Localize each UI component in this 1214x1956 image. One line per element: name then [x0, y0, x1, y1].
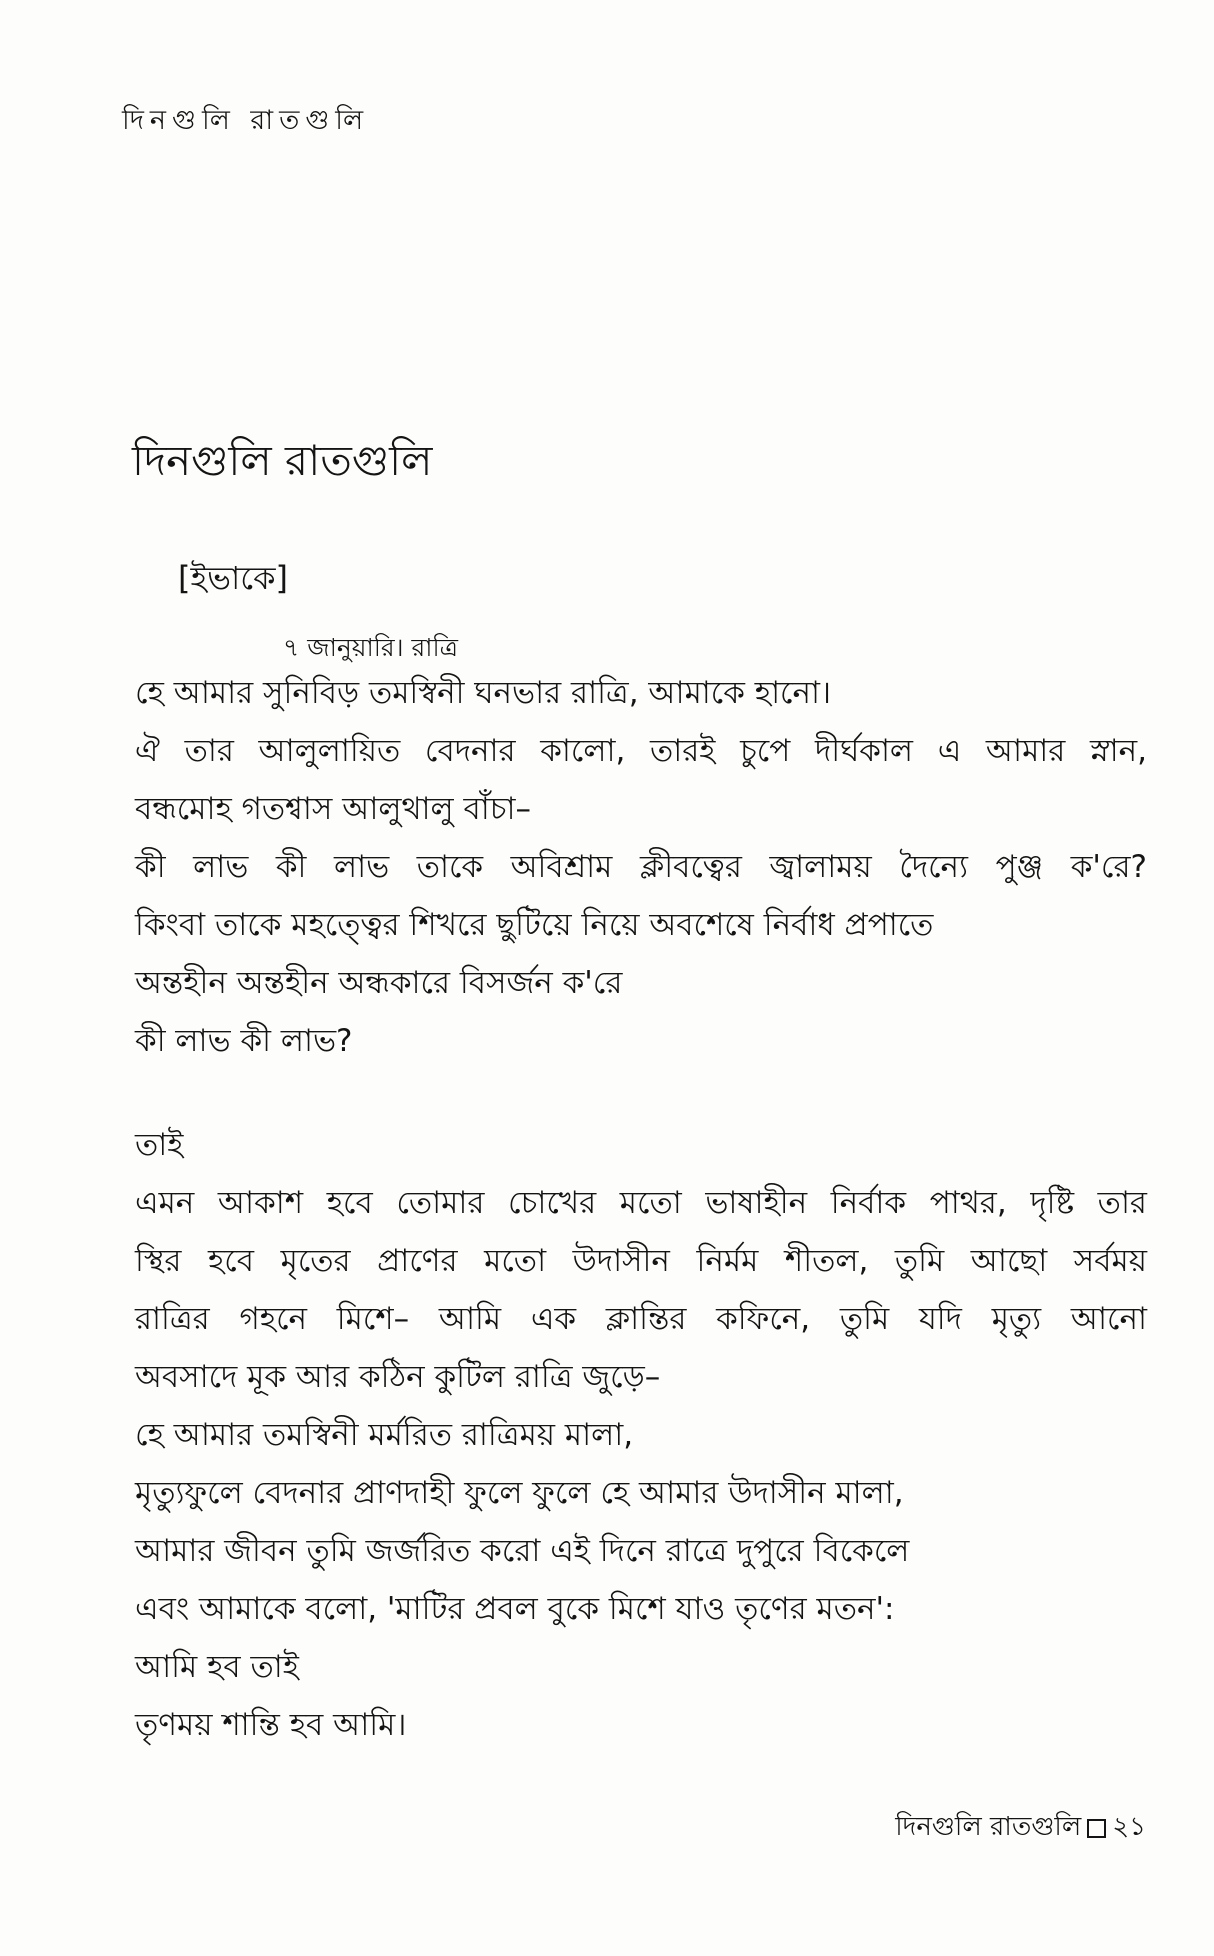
poem-line: কিংবা তাকে মহত্ত্বের শিখরে ছুটিয়ে নিয়ে অবশেষে নির্বাধ প্রপাতে — [135, 907, 934, 943]
footer-book-title: দিনগুলি রাতগুলি — [895, 1812, 1082, 1842]
poem-line: কী লাভ কী লাভ? — [135, 1023, 353, 1059]
poem-line: কী লাভ কী লাভ তাকে অবিশ্রাম ক্লীবত্বের জ্বালাময় দৈন্যে পুঞ্জ ক'রে? — [135, 849, 1147, 885]
poem-line: হে আমার সুনিবিড় তমস্বিনী ঘনভার রাত্রি, আমাকে হানো। — [135, 675, 832, 711]
poem-line: তৃণময় শান্তি হব আমি। — [135, 1707, 407, 1743]
poem-line: বন্ধমোহ গতশ্বাস আলুথালু বাঁচা– — [135, 791, 531, 827]
stanza-2 — [135, 1116, 1147, 1754]
poem-line: এমন আকাশ হবে তোমার চোখের মতো ভাষাহীন নির্বাক পাথর, দৃষ্টি তার — [135, 1185, 1147, 1221]
poem-line: অন্তহীন অন্তহীন অন্ধকারে বিসর্জন ক'রে — [135, 965, 623, 1001]
poem-line: অবসাদে মূক আর কঠিন কুটিল রাত্রি জুড়ে– — [135, 1359, 661, 1395]
poem-line: এবং আমাকে বলো, 'মাটির প্রবল বুকে মিশে যাও তৃণের মতন': — [135, 1591, 895, 1627]
poem-line: আমার জীবন তুমি জর্জরিত করো এই দিনে রাত্রে দুপুরে বিকেলে — [135, 1533, 910, 1569]
stanza-1 — [135, 664, 1147, 1070]
poem-line: স্থির হবে মৃতের প্রাণের মতো উদাসীন নির্মম শীতল, তুমি আছো সর্বময় — [135, 1243, 1147, 1279]
poem-line: হে আমার তমস্বিনী মর্মরিত রাত্রিময় মালা, — [135, 1417, 634, 1453]
square-separator-icon — [1087, 1819, 1106, 1838]
poem-line: ঐ তার আলুলায়িত বেদনার কালো, তারই চুপে দীর্ঘকাল এ আমার স্নান, — [135, 733, 1147, 769]
poem-line: মৃত্যুফুলে বেদনার প্রাণদাহী ফুলে ফুলে হে আমার উদাসীন মালা, — [135, 1475, 904, 1511]
dedication: [ইভাকে] — [178, 559, 288, 597]
poem-title: দিনগুলি রাতগুলি — [132, 436, 433, 485]
poem-line: আমি হব তাই — [135, 1649, 299, 1685]
page-number: ২১ — [1112, 1812, 1146, 1842]
poem-line: রাত্রির গহনে মিশে– আমি এক ক্লান্তির কফিনে, তুমি যদি মৃত্যু আনো — [135, 1301, 1147, 1337]
running-header: দিনগুলি রাতগুলি — [122, 105, 370, 136]
poem-date: ৭ জানুয়ারি। রাত্রি — [283, 633, 459, 662]
page-footer — [895, 1806, 1146, 1850]
poem-line: তাই — [135, 1127, 184, 1163]
